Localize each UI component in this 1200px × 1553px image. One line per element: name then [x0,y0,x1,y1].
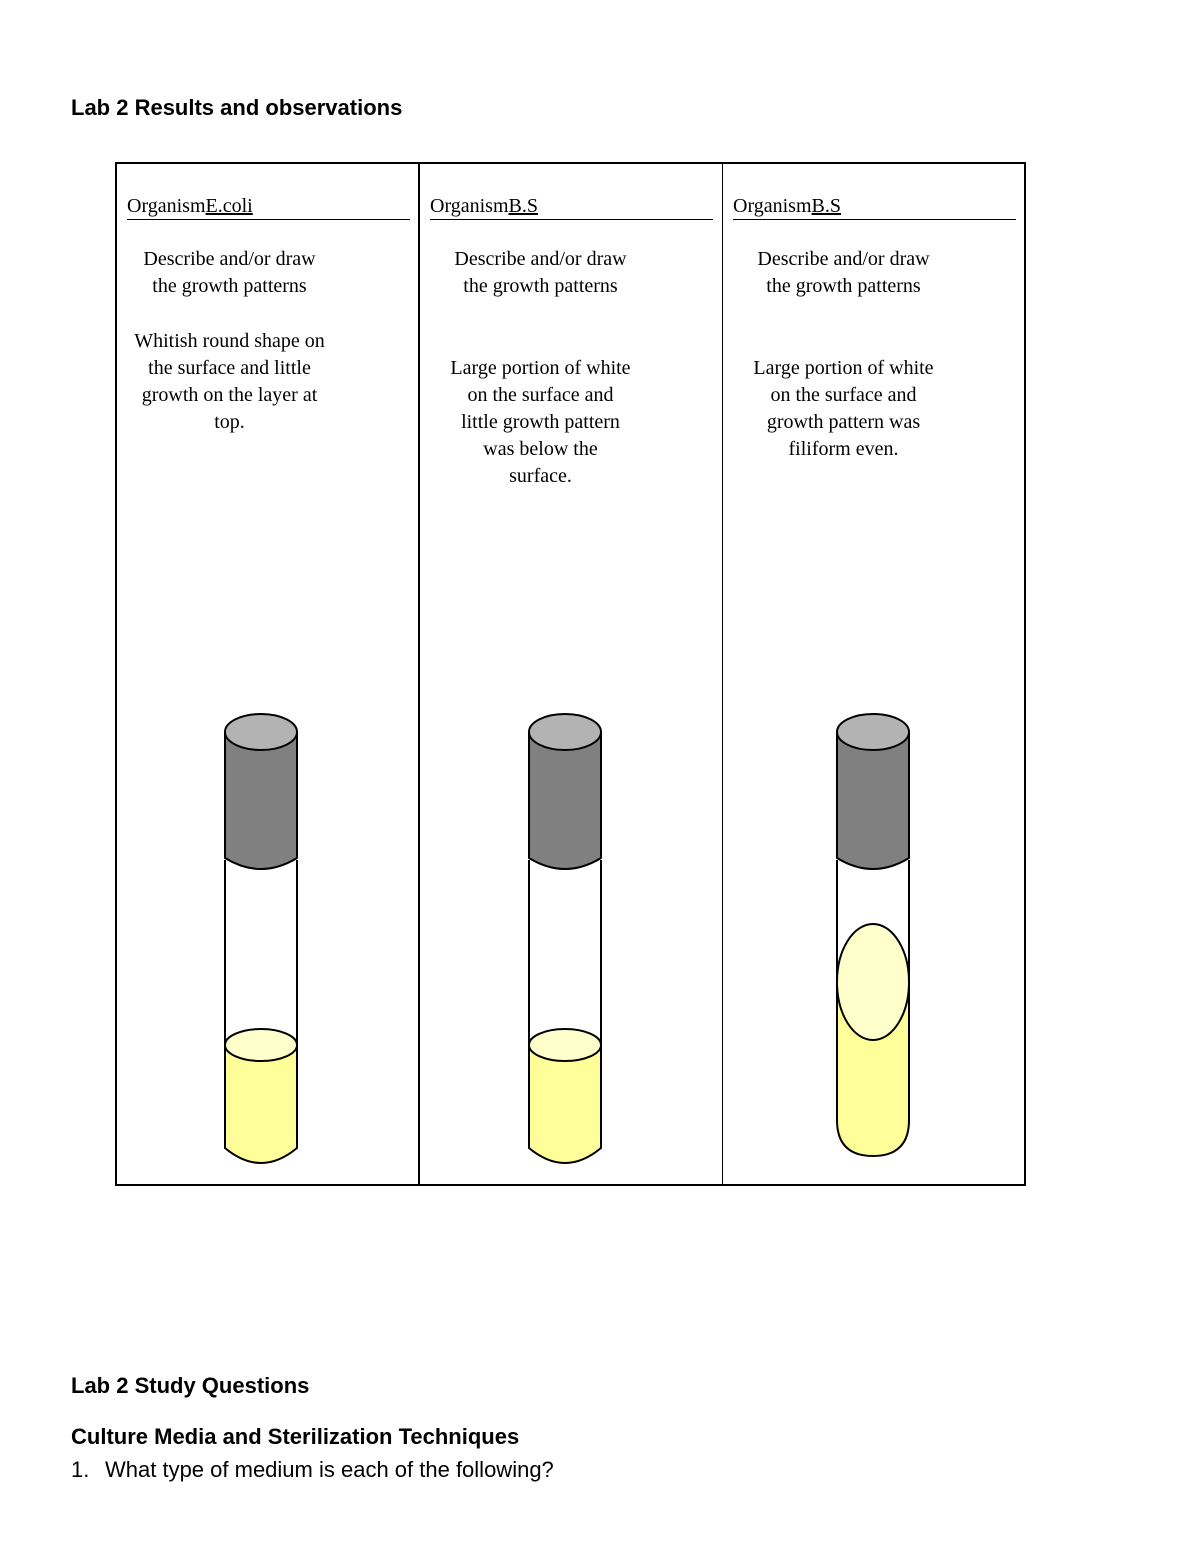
question-item [71,1457,554,1483]
culture-tube-icon [221,710,301,1172]
results-table [115,162,1026,1186]
observation-line: Large portion of white [450,357,631,379]
result-column-1 [117,164,420,1184]
organism-label: Organism [430,195,509,217]
result-column-3 [723,164,1024,1184]
observation-line: on the surface and [770,384,917,406]
observation-line: was below the [483,438,598,460]
prompt-line-1: Describe and/or draw [757,248,930,270]
study-questions-title: Lab 2 Study Questions [71,1373,310,1398]
page-title: Lab 2 Results and observations [71,95,403,120]
prompt-line-1: Describe and/or draw [454,248,627,270]
growth-prompt [731,246,956,300]
observation-line: filiform even. [788,438,899,460]
prompt-line-2: the growth patterns [766,275,921,297]
growth-prompt [117,246,342,300]
culture-tube-icon [525,710,605,1172]
result-column-2 [420,164,723,1184]
organism-label: Organism [127,195,206,217]
observation-line: Whitish round shape on [134,330,325,352]
section-title: Culture Media and Sterilization Techniques [71,1424,520,1449]
organism-label: Organism [733,195,812,217]
observation-line: on the surface and [467,384,614,406]
observation-line: top. [214,411,245,433]
observation-line: Large portion of white [753,357,934,379]
observation-text [428,355,653,490]
organism-value: B.S [811,195,841,217]
observation-line: the surface and little [148,357,311,379]
organism-value: B.S [508,195,538,217]
growth-prompt [428,246,653,300]
organism-field [733,194,1016,220]
organism-field [127,194,410,220]
observation-line: little growth pattern [461,411,620,433]
prompt-line-1: Describe and/or draw [143,248,316,270]
observation-text [731,355,956,463]
prompt-line-2: the growth patterns [152,275,307,297]
organism-field [430,194,713,220]
organism-value: E.coli [205,195,253,217]
culture-tube-icon [833,710,913,1172]
prompt-line-2: the growth patterns [463,275,618,297]
question-text: What type of medium is each of the following? [105,1457,554,1482]
observation-text [117,328,342,436]
question-number: 1. [71,1457,90,1482]
observation-line: growth on the layer at [141,384,318,406]
observation-line: growth pattern was [766,411,921,433]
observation-line: surface. [509,465,572,487]
